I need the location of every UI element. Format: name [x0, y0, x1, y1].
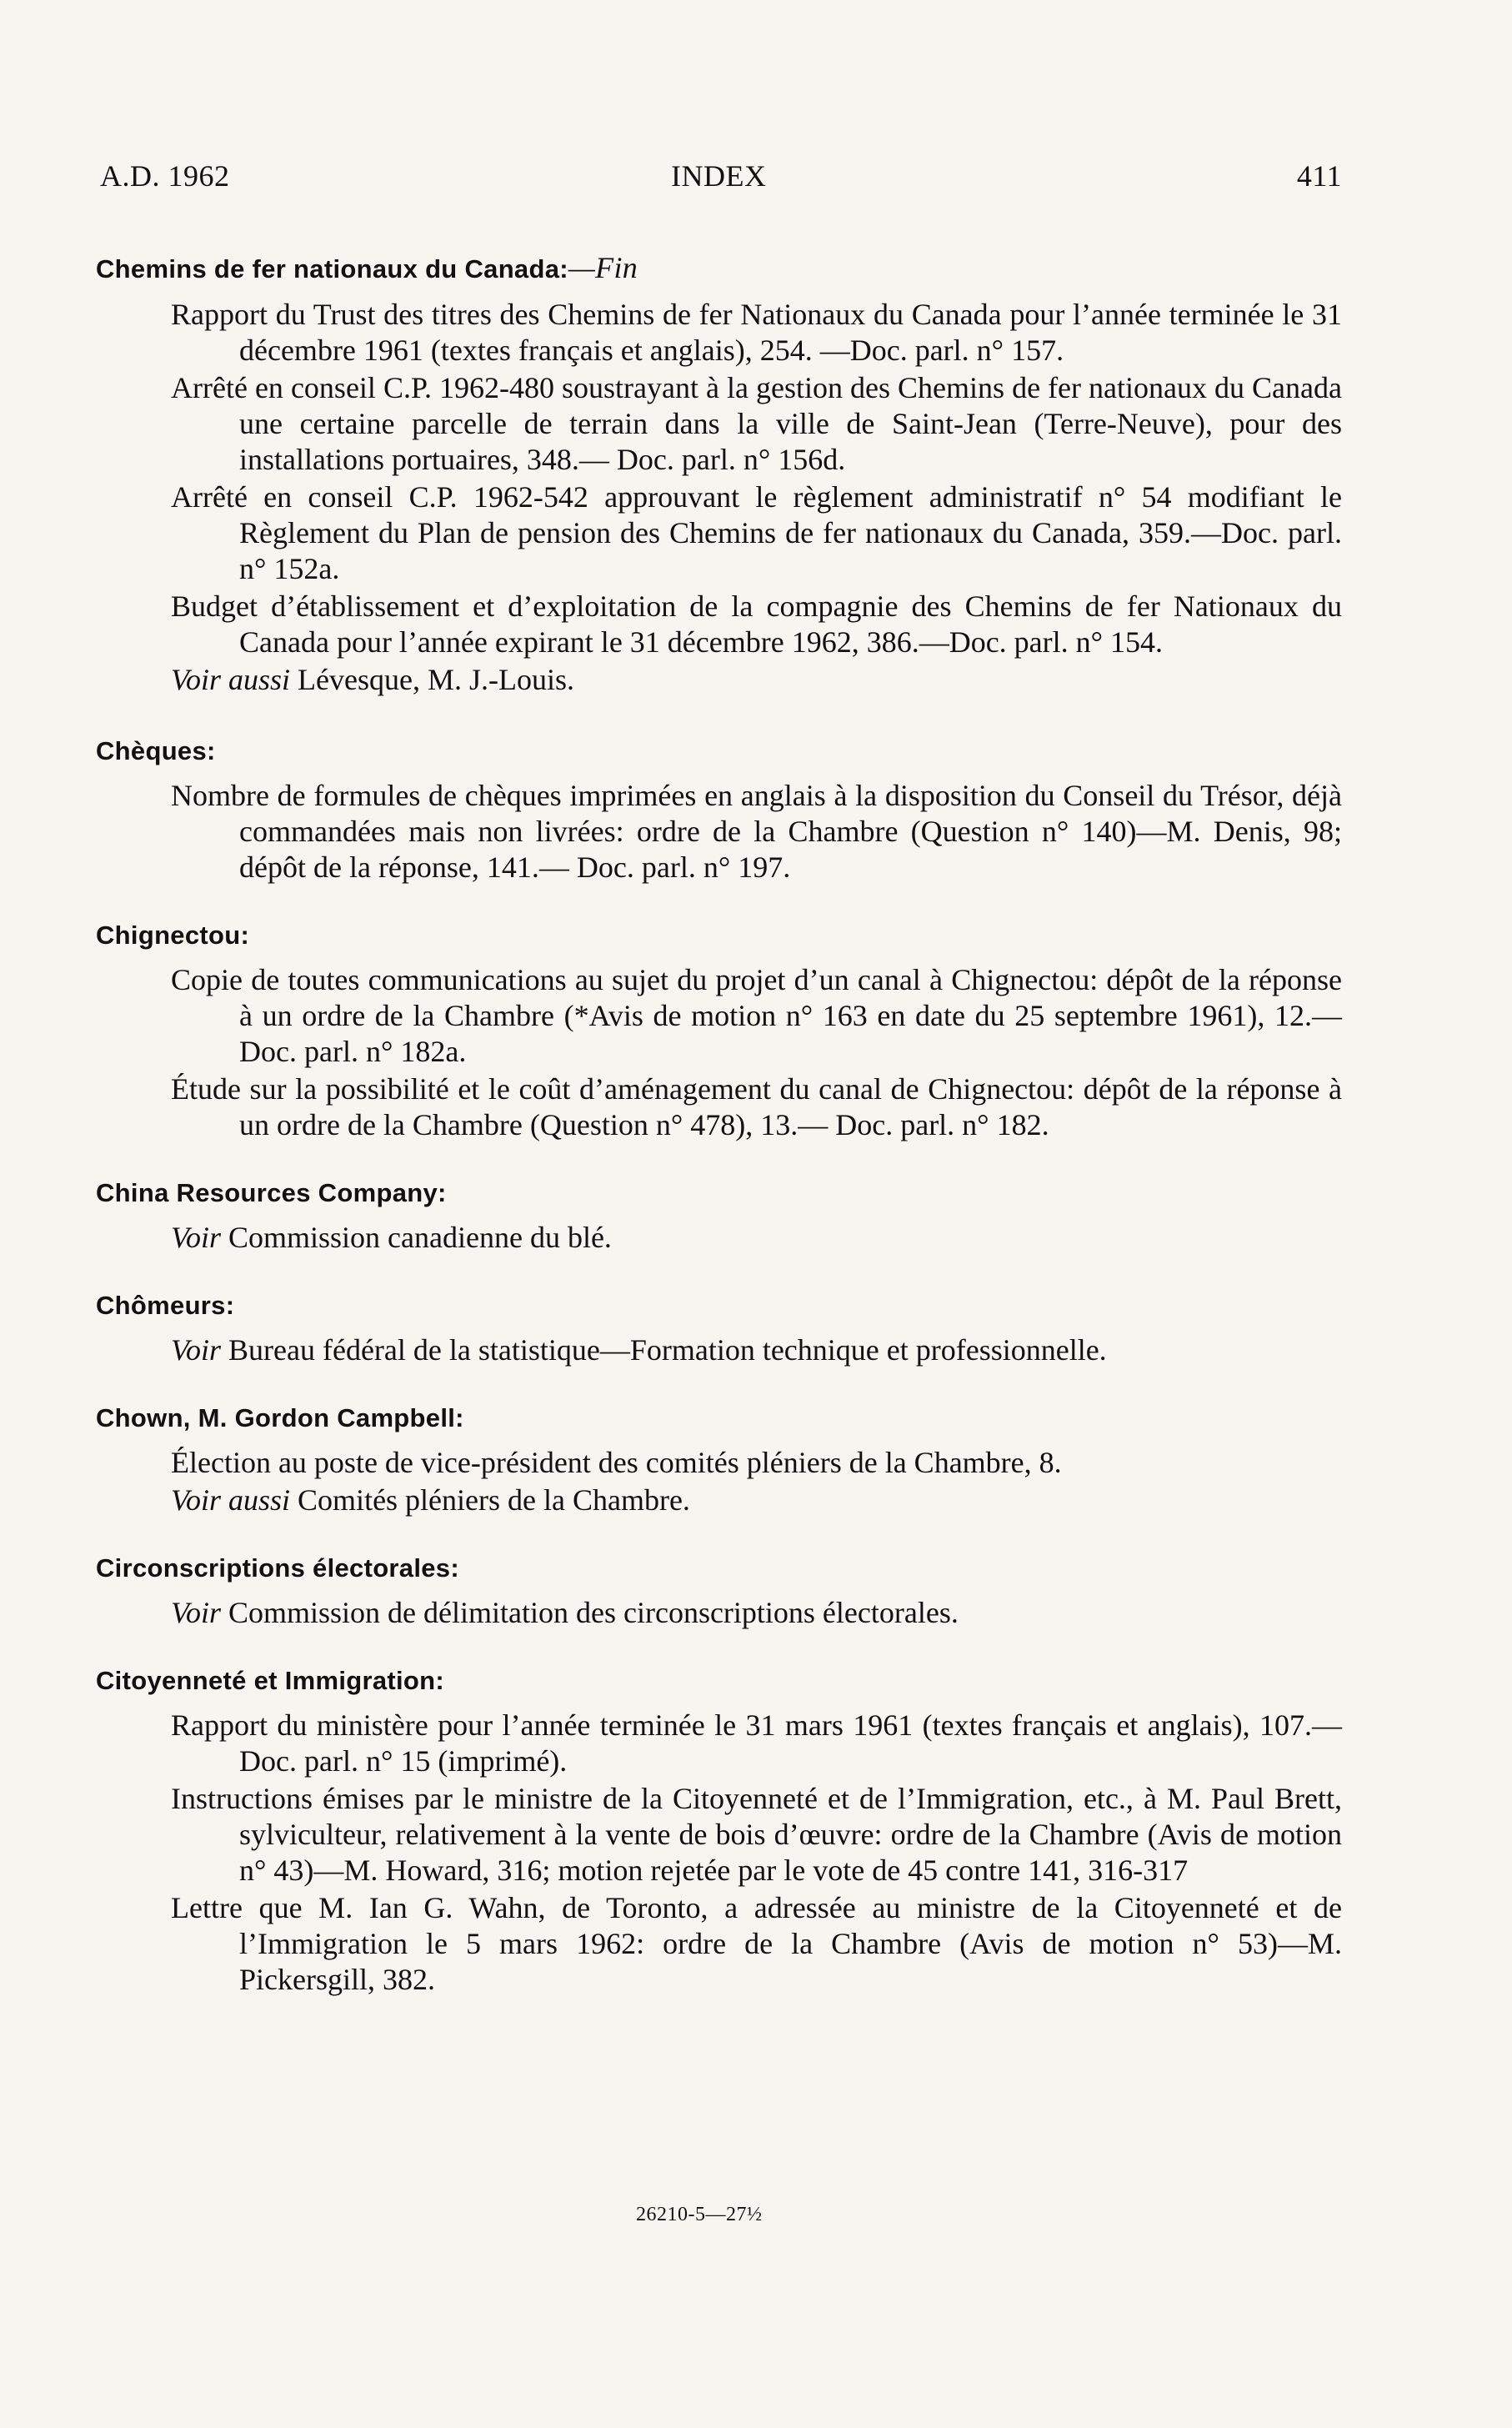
index-entry: [96, 1553, 1342, 1631]
entry-item: Arrêté en conseil C.P. 1962-480 soustrayant à la gestion des Chemins de fer nationaux du Canada une certaine parcelle de terrain dans la ville de Saint-Jean (Terre-Neuve), pour des installations portuaires, 348.— Doc. parl. n° 156d.: [171, 371, 1342, 476]
entry-item: Voir Commission de délimitation des circonscriptions électorales.: [171, 1596, 959, 1629]
entry-heading: Chèques:: [96, 736, 216, 765]
entry-item: Lettre que M. Ian G. Wahn, de Toronto, a adressée au ministre de la Citoyenneté et de l’Immigration le 5 mars 1962: ordre de la Chambre (Avis de motion n° 53)—M. Pickersgill, 382.: [171, 1891, 1342, 1996]
index-entry: [96, 1403, 1342, 1518]
entry-item: Nombre de formules de chèques imprimées en anglais à la disposition du Conseil du Trésor, déjà commandées mais non livrées: ordre de la Chambre (Question n° 140)—M. Denis, 98; dépôt de la réponse, 141.— Doc. parl. n° 197.: [171, 779, 1342, 884]
entry-heading: Citoyenneté et Immigration:: [96, 1666, 445, 1695]
running-header: [100, 158, 1342, 200]
page-number: 411: [1296, 159, 1342, 193]
heading-continuation: —Fin: [568, 251, 638, 284]
entry-item: Arrêté en conseil C.P. 1962-542 approuvant le règlement administratif n° 54 modifiant le Règlement du Plan de pension des Chemins de fer nationaux du Canada, 359.—Doc. parl. n° 152a.: [171, 480, 1342, 585]
entry-item: Budget d’établissement et d’exploitation de la compagnie des Chemins de fer Nationaux du Canada pour l’année expirant le 31 décembre 1962, 386.—Doc. parl. n° 154.: [171, 589, 1342, 659]
entry-heading: Circonscriptions électorales:: [96, 1553, 459, 1583]
index-entry: [96, 1291, 1342, 1368]
entry-heading: Chignectou:: [96, 921, 250, 950]
index-entries: [96, 250, 1342, 2033]
entry-item: Copie de toutes communications au sujet du projet d’un canal à Chignectou: dépôt de la réponse à un ordre de la Chambre (*Avis de motion n° 163 en date du 25 septembre 1961), 12.—Doc. parl. n° 182a.: [171, 963, 1342, 1068]
entry-item: Instructions émises par le ministre de la Citoyenneté et de l’Immigration, etc., à M. Paul Brett, sylviculteur, relativement à la vente de bois d’œuvre: ordre de la Chambre (Avis de motion n° 43)—M. Howard, 316; motion rejetée par le vote de 45 contre 141, 316-317: [171, 1782, 1342, 1887]
entry-heading: China Resources Company:: [96, 1178, 447, 1207]
entry-item: Voir aussi Comités pléniers de la Chambre.: [171, 1483, 690, 1517]
index-entry: [96, 1178, 1342, 1256]
entry-item: Étude sur la possibilité et le coût d’aménagement du canal de Chignectou: dépôt de la réponse à un ordre de la Chambre (Question n° 478), 13.— Doc. parl. n° 182.: [171, 1072, 1342, 1141]
entry-heading: Chown, M. Gordon Campbell:: [96, 1403, 464, 1432]
entry-heading: Chemins de fer nationaux du Canada:—Fin: [96, 251, 638, 284]
entry-item: Voir aussi Lévesque, M. J.-Louis.: [171, 663, 574, 696]
header-title: INDEX: [671, 159, 767, 193]
entry-item: Rapport du Trust des titres des Chemins de fer Nationaux du Canada pour l’année terminée le 31 décembre 1961 (textes français et anglais), 254. —Doc. parl. n° 157.: [171, 298, 1342, 367]
print-code: 26210-5—27½: [636, 2204, 763, 2225]
index-entry: [96, 1666, 1342, 1998]
entry-heading: Chômeurs:: [96, 1291, 235, 1320]
index-entry: [96, 250, 1342, 698]
entry-item: Voir Bureau fédéral de la statistique—Formation technique et professionnelle.: [171, 1333, 1107, 1367]
entry-item: Rapport du ministère pour l’année terminée le 31 mars 1961 (textes français et anglais), 107.—Doc. parl. n° 15 (imprimé).: [171, 1708, 1342, 1778]
index-entry: [96, 736, 1342, 885]
index-entry: [96, 921, 1342, 1143]
entry-item: Élection au poste de vice-président des comités pléniers de la Chambre, 8.: [171, 1446, 1062, 1479]
header-year: A.D. 1962: [100, 159, 230, 193]
entry-item: Voir Commission canadienne du blé.: [171, 1221, 612, 1254]
